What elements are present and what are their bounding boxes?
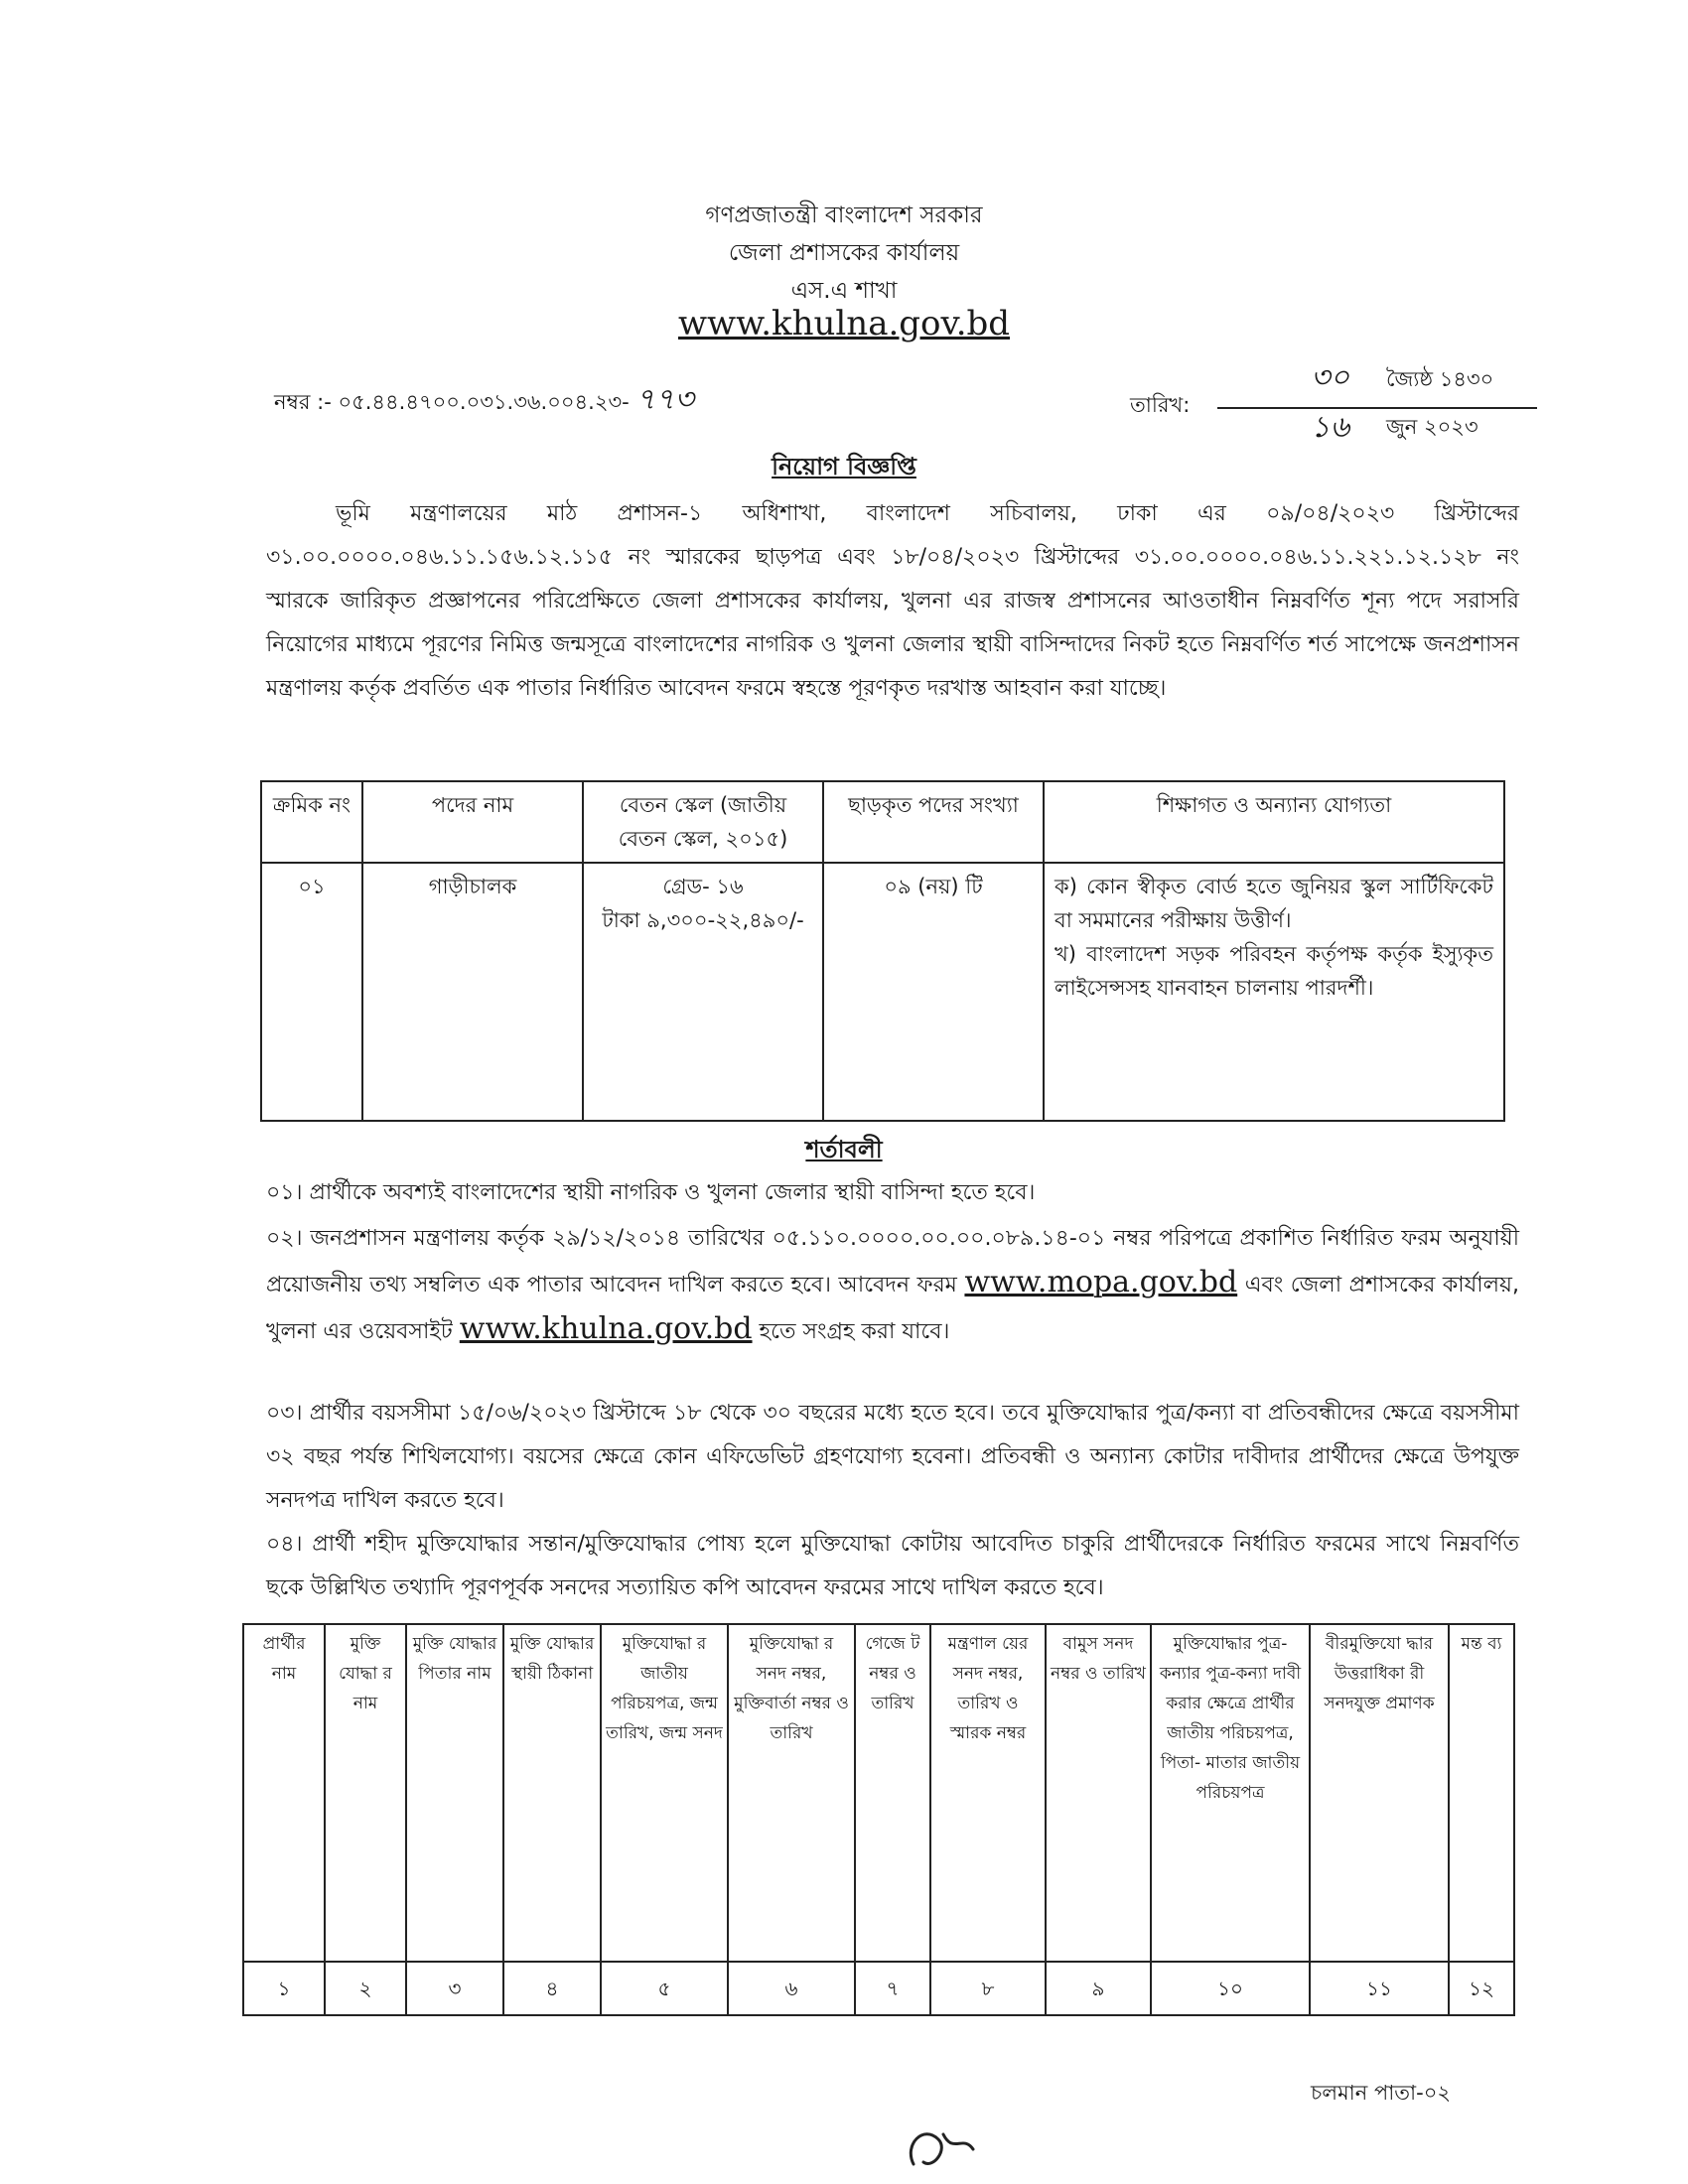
post-table-header-scale: বেতন স্কেল (জাতীয় বেতন স্কেল, ২০১৫) <box>583 781 823 863</box>
memo-number-handwritten: ৭৭৩ <box>635 382 694 417</box>
ff-col-number-10: ১০ <box>1151 1962 1310 2015</box>
ff-header-12: মন্ত ব্য <box>1449 1624 1514 1962</box>
ff-header-10: মুক্তিযোদ্ধার পুত্র-কন্যার পুত্র-কন্যা দাবী করার ক্ষেত্রে প্রার্থীর জাতীয় পরিচয়পত্র, পিতা- মাতার জাতীয় পরিচয়পত্র <box>1151 1624 1310 1962</box>
ff-col-number-7: ৭ <box>855 1962 930 2015</box>
condition-3: ০৩। প্রার্থীর বয়সসীমা ১৫/০৬/২০২৩ খ্রিস্টাব্দে ১৮ থেকে ৩০ বছরের মধ্যে হতে হবে। তবে মুক্তিযোদ্ধার পুত্র/কন্যা বা প্রতিবন্ধীদের ক্ষেত্রে বয়সসীমা ৩২ বছর পর্যন্ত শিথিলযোগ্য। বয়সের ক্ষেত্রে কোন এফিডেভিট গ্রহণযোগ্য হবেনা। প্রতিবন্ধী ও অন্যান্য কোটার দাবীদার প্রার্থীদের ক্ষেত্রে উপযুক্ত সনদপত্র দাখিল করতে হবে। <box>266 1401 1519 1513</box>
ff-header-7: গেজে ট নম্বর ও তারিখ <box>855 1624 930 1962</box>
ff-header-1: প্রার্থীর নাম <box>243 1624 325 1962</box>
post-table <box>260 780 1505 1122</box>
post-table-header-qualification: শিক্ষাগত ও অন্যান্য যোগ্যতা <box>1044 781 1504 863</box>
header-govt: গণপ্রজাতন্ত্রী বাংলাদেশ সরকার <box>705 203 983 228</box>
condition-2-text-c: হতে সংগ্রহ করা যাবে। <box>759 1319 950 1344</box>
ff-header-3: মুক্তি যোদ্ধার পিতার নাম <box>406 1624 503 1962</box>
post-scale <box>583 863 823 1121</box>
notice-intro: ভূমি মন্ত্রণালয়ের মাঠ প্রশাসন-১ অধিশাখা, বাংলাদেশ সচিবালয়, ঢাকা এর ০৯/০৪/২০২৩ খ্রিস্টাব্দের ৩১.০০.০০০০.০৪৬.১১.১৫৬.১২.১১৫ নং স্মারকের ছাড়পত্র এবং ১৮/০৪/২০২৩ খ্রিস্টাব্দের ৩১.০০.০০০০.০৪৬.১১.২২১.১২.১২৮ নং স্মারকে জারিকৃত প্রজ্ঞাপনের পরিপ্রেক্ষিতে জেলা প্রশাসকের কার্যালয়, খুলনা এর রাজস্ব প্রশাসনের আওতাধীন নিম্নবর্ণিত শূন্য পদে সরাসরি নিয়োগের মাধ্যমে পূরণের নিমিত্ত জন্মসূত্রে বাংলাদেশের নাগরিক ও খুলনা জেলার স্থায়ী বাসিন্দাদের নিকট হতে নিম্নবর্ণিত শর্ত সাপেক্ষে জনপ্রশাসন মন্ত্রণালয় কর্তৃক প্রবর্তিত এক পাতার নির্ধারিত আবেদন ফরমে স্বহস্তে পূরণকৃত দরখাস্ত আহবান করা যাচ্ছে। <box>266 501 1519 701</box>
post-count: ০৯ (নয়) টি <box>823 863 1044 1121</box>
ff-header-4: মুক্তি যোদ্ধার স্থায়ী ঠিকানা <box>503 1624 601 1962</box>
freedom-table-header-row <box>243 1624 1514 1962</box>
header-office: জেলা প্রশাসকের কার্যালয় <box>728 240 960 266</box>
ff-col-number-8: ৮ <box>930 1962 1046 2015</box>
signature-initial <box>894 2115 993 2178</box>
ff-header-6: মুক্তিযোদ্ধা র সনদ নম্বর, মুক্তিবার্তা নম্বর ও তারিখ <box>728 1624 855 1962</box>
ff-header-5: মুক্তিযোদ্ধা র জাতীয় পরিচয়পত্র, জন্ম তারিখ, জন্ম সনদ <box>601 1624 728 1962</box>
ff-col-number-5: ৫ <box>601 1962 728 2015</box>
ff-header-9: বামুস সনদ নম্বর ও তারিখ <box>1046 1624 1151 1962</box>
condition-2 <box>266 1217 1519 1354</box>
date-bn-day: ৩০ <box>1311 360 1350 395</box>
post-table-header-post: পদের নাম <box>362 781 583 863</box>
ff-header-2: মুক্তি যোদ্ধা র নাম <box>325 1624 406 1962</box>
header-website: www.khulna.gov.bd <box>677 304 1011 343</box>
post-grade: গ্রেড- ১৬ <box>662 875 744 898</box>
post-table-header-serial: ক্রমিক নং <box>261 781 362 863</box>
date-bn-month: জ্যৈষ্ঠ ১৪৩০ <box>1386 367 1494 391</box>
ff-col-number-4: ৪ <box>503 1962 601 2015</box>
post-table-row <box>261 863 1504 1121</box>
date-en-month: জুন ২০২৩ <box>1386 415 1478 439</box>
post-table-header-count: ছাড়কৃত পদের সংখ্যা <box>823 781 1044 863</box>
ff-col-number-9: ৯ <box>1046 1962 1151 2015</box>
post-table-header-row <box>261 781 1504 863</box>
post-serial: ০১ <box>261 863 362 1121</box>
date-en-day: ১৬ <box>1311 410 1349 445</box>
condition-2-text-b: এবং জেলা প্রশাসকের কার্যালয়, খুলনা এর ওয়েবসাইট <box>266 1273 1519 1344</box>
ff-col-number-11: ১১ <box>1310 1962 1449 2015</box>
notice-title: নিয়োগ বিজ্ঞপ্তি <box>772 453 916 480</box>
ff-col-number-6: ৬ <box>728 1962 855 2015</box>
ff-col-number-2: ২ <box>325 1962 406 2015</box>
continued-page: চলমান পাতা-০২ <box>1311 2081 1452 2105</box>
ff-col-number-1: ১ <box>243 1962 325 2015</box>
conditions-title: শর্তাবলী <box>805 1136 883 1163</box>
condition-4: ০৪। প্রার্থী শহীদ মুক্তিযোদ্ধার সন্তান/মুক্তিযোদ্ধার পোষ্য হলে মুক্তিযোদ্ধা কোটায় আবেদিত চাকুরি প্রার্থীদেরকে নির্ধারিত ফরমের সাথে নিম্নবর্ণিত ছকে উল্লিখিত তথ্যাদি পূরণপূর্বক সনদের সত্যায়িত কপি আবেদন ফরমের সাথে দাখিল করতে হবে। <box>266 1532 1519 1600</box>
freedom-table-number-row <box>243 1962 1514 2015</box>
khulna-link[interactable]: www.khulna.gov.bd <box>459 1311 753 1346</box>
ff-header-8: মন্ত্রণাল য়ের সনদ নম্বর, তারিখ ও স্মারক নম্বর <box>930 1624 1046 1962</box>
memo-number-label: নম্বর :- ০৫.৪৪.৪৭০০.০৩১.৩৬.০০৪.২৩- <box>274 390 630 414</box>
mopa-link[interactable]: www.mopa.gov.bd <box>964 1265 1238 1299</box>
post-qualification <box>1044 863 1504 1121</box>
ff-header-11: বীরমুক্তিযো দ্ধার উত্তরাধিকা রী সনদযুক্ত প্রমাণক <box>1310 1624 1449 1962</box>
condition-1: ০১। প্রার্থীকে অবশ্যই বাংলাদেশের স্থায়ী নাগরিক ও খুলনা জেলার স্থায়ী বাসিন্দা হতে হবে। <box>266 1180 1036 1205</box>
ff-col-number-12: ১২ <box>1449 1962 1514 2015</box>
condition-2-text-a: ০২। জনপ্রশাসন মন্ত্রণালয় কর্তৃক ২৯/১২/২০১৪ তারিখের ০৫.১১০.০০০০.০০.০০.০৮৯.১৪-০১ নম্বর পরিপত্রে প্রকাশিত নির্ধারিত ফরম অনুযায়ী প্রয়োজনীয় তথ্য সম্বলিত এক পাতার আবেদন দাখিল করতে হবে। আবেদন ফরম <box>266 1226 1519 1297</box>
date-label: তারিখ: <box>1130 393 1191 417</box>
date-divider <box>1217 407 1537 409</box>
qualification-a: ক) কোন স্বীকৃত বোর্ড হতে জুনিয়র স্কুল সার্টিফিকেট বা সমমানের পরীক্ষায় উত্তীর্ণ। <box>1055 875 1493 932</box>
freedom-fighter-table <box>242 1623 1515 2016</box>
ff-col-number-3: ৩ <box>406 1962 503 2015</box>
post-pay: টাকা ৯,৩০০-২২,৪৯০/- <box>602 908 804 932</box>
qualification-b: খ) বাংলাদেশ সড়ক পরিবহন কর্তৃপক্ষ কর্তৃক ইস্যুকৃত লাইসেন্সসহ যানবাহন চালনায় পারদর্শী। <box>1055 942 1493 1000</box>
memo-number <box>274 375 694 426</box>
header-branch: এস.এ শাখা <box>790 278 898 304</box>
post-name: গাড়ীচালক <box>362 863 583 1121</box>
